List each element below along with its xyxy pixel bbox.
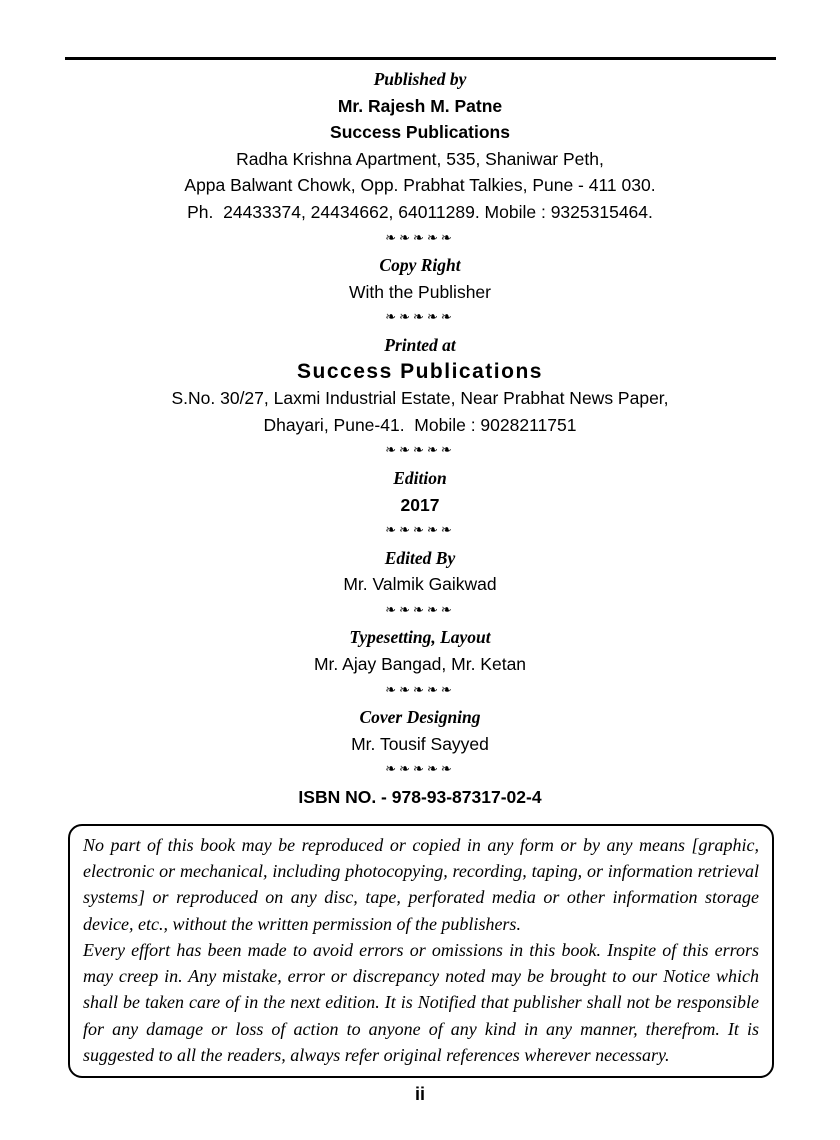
edition-year: 2017 [400,494,440,515]
page-number: ii [414,1084,425,1105]
notice-paragraph-2: Every effort has been made to avoid errors or omissions in this book. Inspite of this errors may creep in. Any mistake, error or discrepancy noted may be brought to our Notice which shall be taken care of in the next edition. It is Notified that publisher shall not be responsible for any damage or loss of action to anyone of any kind in any manner, therefrom. It is suggested to all the readers, always refer original references wherever necessary. [83,939,759,1065]
ornament-divider: ❧❧❧❧❧ [385,310,455,326]
printer-address-line-1: S.No. 30/27, Laxmi Industrial Estate, Near Prabhat News Paper, [171,388,669,409]
editor-name: Mr. Valmik Gaikwad [343,574,497,595]
publisher-name: Mr. Rajesh M. Patne [337,95,503,116]
edition-label: Edition [393,467,447,488]
cover-designing-label: Cover Designing [359,707,481,728]
legal-notice-box [68,824,774,1079]
publisher-company: Success Publications [330,122,510,143]
ornament-divider: ❧❧❧❧❧ [385,230,455,246]
notice-paragraph-1: No part of this book may be reproduced or copied in any form or by any means [graphic, electronic or mechanical, including photocopying, recording, taping, or information retrieval systems] or reproduced on any disc, tape, perforated media or other information storage device, etc., without the written permission of the publishers. [83,834,759,934]
published-by-label: Published by [373,69,467,89]
printed-at-label: Printed at [384,334,456,355]
printer-name: Success Publications [297,359,543,383]
typesetting-label: Typesetting, Layout [349,627,491,648]
ornament-divider: ❧❧❧❧❧ [385,682,455,698]
copyright-value: With the Publisher [348,281,491,302]
ornament-divider: ❧❧❧❧❧ [385,602,455,618]
printer-address-line-2: Dhayari, Pune-41. Mobile : 9028211751 [263,414,577,435]
publisher-phone-line: Ph. 24433374, 24434662, 64011289. Mobile : 9325315464. [187,201,653,222]
top-rule [65,57,776,60]
edited-by-label: Edited By [384,547,456,568]
copyright-label: Copy Right [379,255,461,276]
ornament-divider: ❧❧❧❧❧ [385,443,455,459]
publisher-address-line-1: Radha Krishna Apartment, 535, Shaniwar Peth, [236,148,604,169]
isbn-number: ISBN NO. - 978-93-87317-02-4 [298,787,542,808]
publisher-address-line-2: Appa Balwant Chowk, Opp. Prabhat Talkies, Pune - 411 030. [184,175,656,196]
ornament-divider: ❧❧❧❧❧ [385,762,455,778]
cover-designer-name: Mr. Tousif Sayyed [351,733,489,754]
typesetters-names: Mr. Ajay Bangad, Mr. Ketan [313,654,527,675]
ornament-divider: ❧❧❧❧❧ [385,523,455,539]
